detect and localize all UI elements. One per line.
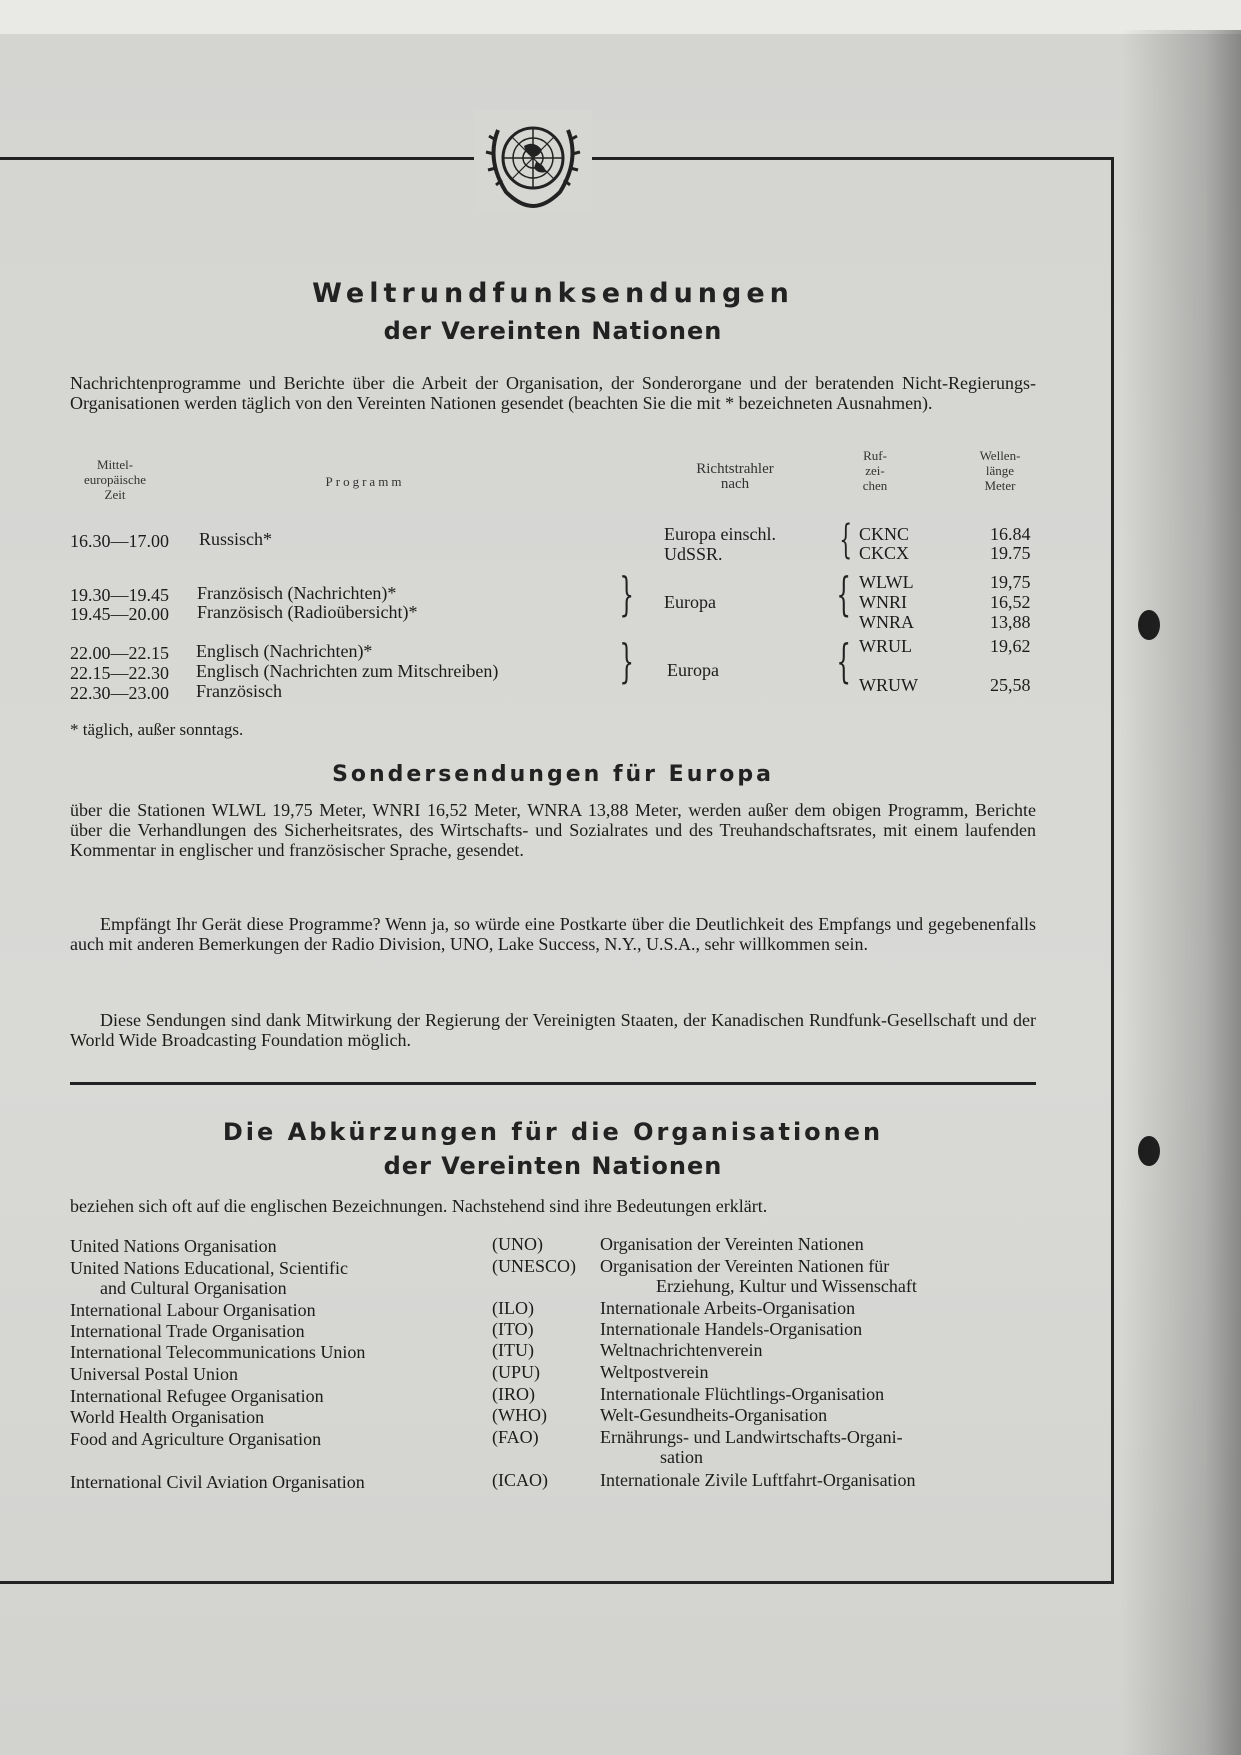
abbr-english: Universal Postal Union xyxy=(70,1364,238,1384)
schedule-callsign: WNRA xyxy=(859,612,914,632)
header-direction-line: nach xyxy=(720,476,750,492)
schedule-wavelength: 19,75 xyxy=(990,572,1031,592)
schedule-time: 22.00—22.15 xyxy=(70,643,169,663)
header-wavelength-line: Wellen- xyxy=(979,448,1021,463)
left-brace: { xyxy=(836,634,851,688)
schedule-program: Russisch* xyxy=(199,529,273,549)
schedule-callsign: CKCX xyxy=(859,543,910,563)
abbr-german: Internationale Flüchtlings-Organisation xyxy=(600,1384,885,1404)
schedule-wavelength: 16.84 xyxy=(990,524,1031,544)
schedule-callsign: WRUW xyxy=(859,675,918,695)
header-callsign xyxy=(845,448,905,493)
schedule-callsign: WLWL xyxy=(859,572,914,592)
right-brace: } xyxy=(619,634,634,688)
abbr-german: Organisation der Vereinten Nationen xyxy=(600,1234,864,1254)
right-brace: } xyxy=(619,567,634,621)
header-direction-line: Richtstrahler xyxy=(696,461,774,477)
schedule-direction: Europa xyxy=(667,660,719,680)
section-divider xyxy=(70,1082,1036,1085)
abbr-german: Organisation der Vereinten Nationen für xyxy=(600,1256,890,1276)
un-globe-icon xyxy=(474,110,592,214)
abbr-german: Ernährungs- und Landwirtschafts-Organi- xyxy=(600,1427,903,1447)
schedule-program: Französisch (Radioübersicht)* xyxy=(197,602,418,622)
reception-paragraph: Empfängt Ihr Gerät diese Programme? Wenn ja, so würde eine Postkarte über die Deutlichkeit des Empfangs und gegebenenfalls auch mit anderen Bemerkungen der Radio Division, UNO, Lake Success, N.Y., U.S.A., sehr willkommen sein. xyxy=(70,914,1036,954)
abbr-code: (UNESCO) xyxy=(492,1256,576,1276)
abbr-english: United Nations Organisation xyxy=(70,1236,277,1256)
abbr-english: Food and Agriculture Organisation xyxy=(70,1429,322,1449)
schedule-program: Englisch (Nachrichten zum Mitschreiben) xyxy=(196,661,499,681)
abbr-code: (WHO) xyxy=(492,1405,547,1425)
abbr-english: International Telecommunications Union xyxy=(70,1342,366,1362)
schedule-program: Englisch (Nachrichten)* xyxy=(196,641,373,661)
special-paragraph: über die Stationen WLWL 19,75 Meter, WNRI 16,52 Meter, WNRA 13,88 Meter, werden außer dem obigen Programm, Berichte über die Verhandlungen des Sicherheitsrates, des Wirtschafts- und Sozialrates und des Treuhandschaftsrates, mit einem laufenden Kommentar in englischer und französischer Sprache, gesendet. xyxy=(70,800,1036,860)
header-wavelength-line: länge xyxy=(985,463,1015,478)
abbr-code: (UPU) xyxy=(492,1362,540,1382)
header-time-line: Zeit xyxy=(104,487,126,502)
schedule-callsign: WRUL xyxy=(859,636,912,656)
abbr-german: Erziehung, Kultur und Wissenschaft xyxy=(656,1276,917,1296)
schedule-footnote: * täglich, außer sonntags. xyxy=(70,720,244,739)
header-wavelength xyxy=(965,448,1035,493)
intro-paragraph: Nachrichtenprogramme und Berichte über die Arbeit der Organisation, der Sonderorgane und der beratenden Nicht-Regierungs-Organisationen werden täglich von den Vereinten Nationen gesendet (beachten Sie die mit * bezeichneten Ausnahmen). xyxy=(70,373,1036,413)
schedule-time: 19.45—20.00 xyxy=(70,604,169,624)
abbr-code: (ITO) xyxy=(492,1319,534,1339)
schedule-direction: Europa einschl. xyxy=(664,524,776,544)
header-callsign-line: chen xyxy=(862,478,888,493)
un-emblem-logo xyxy=(474,110,592,214)
abbreviations-intro: beziehen sich oft auf die englischen Bezeichnungen. Nachstehend sind ihre Bedeutungen erklärt. xyxy=(70,1196,768,1216)
page-title: Weltrundfunksendungen xyxy=(312,278,794,309)
abbr-english: World Health Organisation xyxy=(70,1407,265,1427)
abbr-german: sation xyxy=(660,1447,703,1467)
abbr-german: Weltpostverein xyxy=(600,1362,709,1382)
schedule-time: 22.30—23.00 xyxy=(70,683,169,703)
section-subtitle-abbreviations: der Vereinten Nationen xyxy=(383,1152,723,1180)
abbr-english: International Labour Organisation xyxy=(70,1300,316,1320)
schedule-program: Französisch xyxy=(196,681,282,701)
abbr-english: International Civil Aviation Organisation xyxy=(70,1472,365,1492)
section-title-special: Sondersendungen für Europa xyxy=(332,762,774,787)
header-callsign-line: Ruf- xyxy=(863,448,887,463)
header-program: Programm xyxy=(325,474,405,489)
abbr-english: and Cultural Organisation xyxy=(100,1278,287,1298)
left-brace: { xyxy=(839,517,853,563)
abbr-english: International Refugee Organisation xyxy=(70,1386,324,1406)
schedule-wavelength: 19.75 xyxy=(990,543,1031,563)
abbr-code: (IRO) xyxy=(492,1384,535,1404)
abbr-german: Internationale Arbeits-Organisation xyxy=(600,1298,856,1318)
schedule-wavelength: 25,58 xyxy=(990,675,1031,695)
header-wavelength-line: Meter xyxy=(984,478,1016,493)
section-title-abbreviations: Die Abkürzungen für die Organisationen xyxy=(222,1118,884,1146)
schedule-callsign: WNRI xyxy=(859,592,907,612)
scan-top-edge xyxy=(0,0,1241,34)
schedule-wavelength: 16,52 xyxy=(990,592,1031,612)
header-direction xyxy=(665,462,805,492)
schedule-program: Französisch (Nachrichten)* xyxy=(197,583,397,603)
left-brace: { xyxy=(836,567,851,621)
schedule-time: 16.30—17.00 xyxy=(70,531,169,551)
abbr-german: Internationale Handels-Organisation xyxy=(600,1319,863,1339)
schedule-direction: UdSSR. xyxy=(664,544,723,564)
abbr-code: (ITU) xyxy=(492,1340,534,1360)
thanks-paragraph: Diese Sendungen sind dank Mitwirkung der Regierung der Vereinigten Staaten, der Kanadischen Rundfunk-Gesellschaft und der World Wide Broadcasting Foundation möglich. xyxy=(70,1010,1036,1050)
schedule-direction: Europa xyxy=(664,592,716,612)
header-time xyxy=(60,457,170,502)
schedule-wavelength: 13,88 xyxy=(990,612,1031,632)
schedule-wavelength: 19,62 xyxy=(990,636,1031,656)
abbr-code: (UNO) xyxy=(492,1234,543,1254)
abbr-german: Welt-Gesundheits-Organisation xyxy=(600,1405,828,1425)
abbr-code: (ICAO) xyxy=(492,1470,548,1490)
abbr-code: (ILO) xyxy=(492,1298,534,1318)
schedule-callsign: CKNC xyxy=(859,524,910,544)
abbr-code: (FAO) xyxy=(492,1427,539,1447)
header-time-line: Mittel- xyxy=(96,457,134,472)
page-subtitle: der Vereinten Nationen xyxy=(383,317,723,345)
abbr-english: United Nations Educational, Scientific xyxy=(70,1258,348,1278)
header-time-line: europäische xyxy=(83,472,147,487)
schedule-time: 19.30—19.45 xyxy=(70,585,169,605)
abbr-german: Internationale Zivile Luftfahrt-Organisation xyxy=(600,1470,916,1490)
abbr-german: Weltnachrichtenverein xyxy=(600,1340,763,1360)
schedule-time: 22.15—22.30 xyxy=(70,663,169,683)
scan-shadow xyxy=(1121,30,1241,1755)
abbr-english: International Trade Organisation xyxy=(70,1321,305,1341)
header-callsign-line: zei- xyxy=(865,463,885,478)
